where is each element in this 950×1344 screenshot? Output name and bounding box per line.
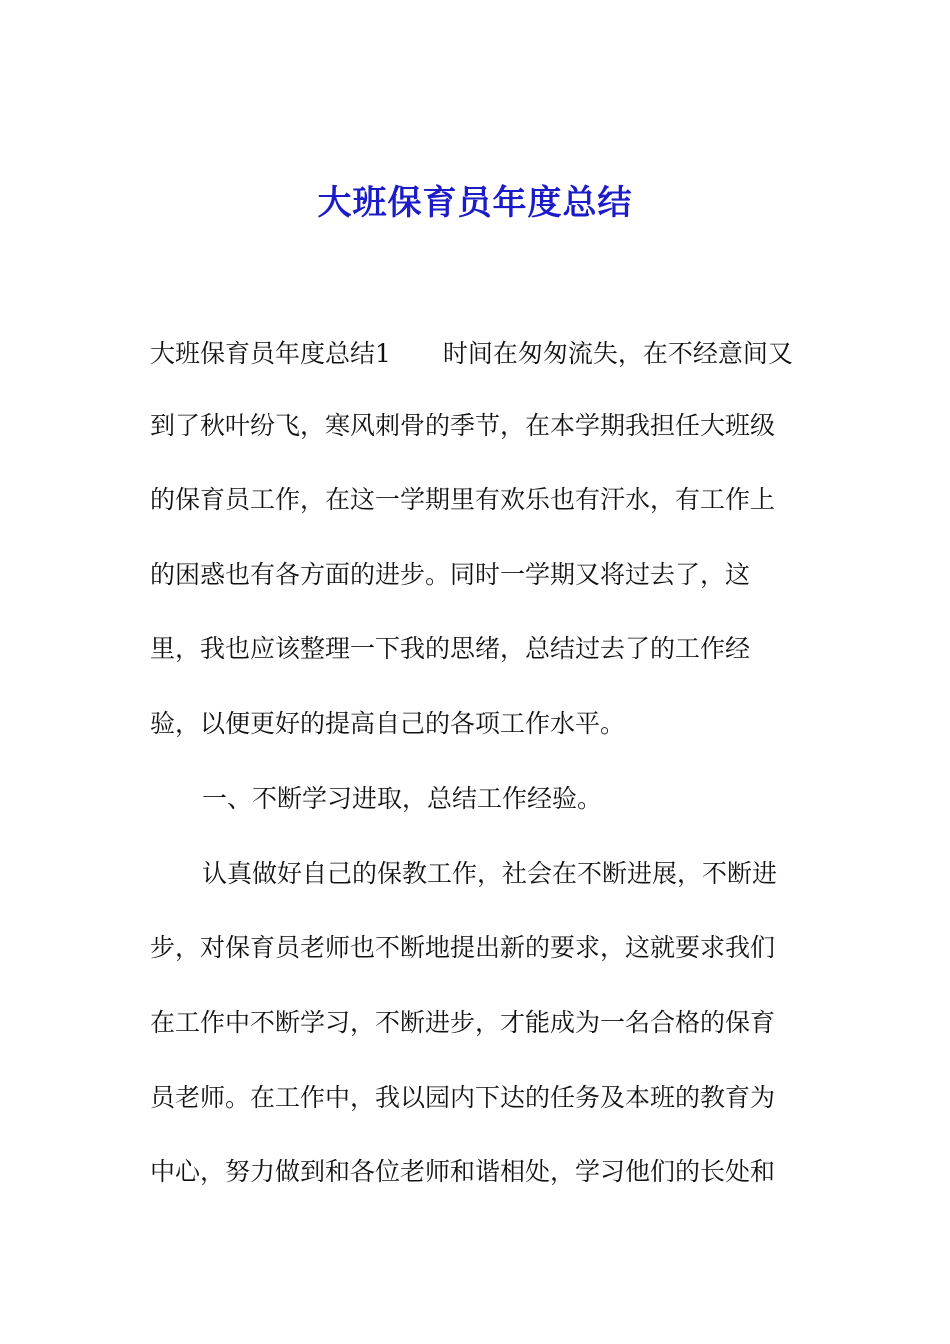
paragraph-line: 在工作中不断学习，不断进步，才能成为一名合格的保育 — [150, 1008, 776, 1037]
paragraph-line: 验，以便更好的提高自己的各项工作水平。 — [150, 709, 626, 738]
paragraph-line: 认真做好自己的保教工作，社会在不断进展，不断进 — [202, 859, 778, 888]
paragraph-line: 中心，努力做到和各位老师和谐相处，学习他们的长处和 — [150, 1157, 776, 1186]
paragraph-line: 步，对保育员老师也不断地提出新的要求，这就要求我们 — [150, 933, 776, 962]
paragraph-text: 时间在匆匆流失，在不经意间又 — [442, 339, 793, 368]
document-title: 大班保育员年度总结 — [317, 183, 633, 223]
paragraph-line: 的保育员工作，在这一学期里有欢乐也有汗水，有工作上 — [150, 485, 776, 514]
paragraph-line: 的困惑也有各方面的进步。同时一学期又将过去了，这 — [150, 560, 751, 589]
paragraph-line — [150, 336, 793, 372]
paragraph-line: 到了秋叶纷飞，寒风刺骨的季节，在本学期我担任大班级 — [150, 411, 776, 440]
paragraph-line: 员老师。在工作中，我以园内下达的任务及本班的教育为 — [150, 1083, 776, 1112]
section-heading: 一、不断学习进取，总结工作经验。 — [202, 784, 603, 813]
paragraph-line: 里，我也应该整理一下我的思绪，总结过去了的工作经 — [150, 634, 751, 663]
paragraph-lead: 大班保育员年度总结1 — [150, 339, 391, 368]
